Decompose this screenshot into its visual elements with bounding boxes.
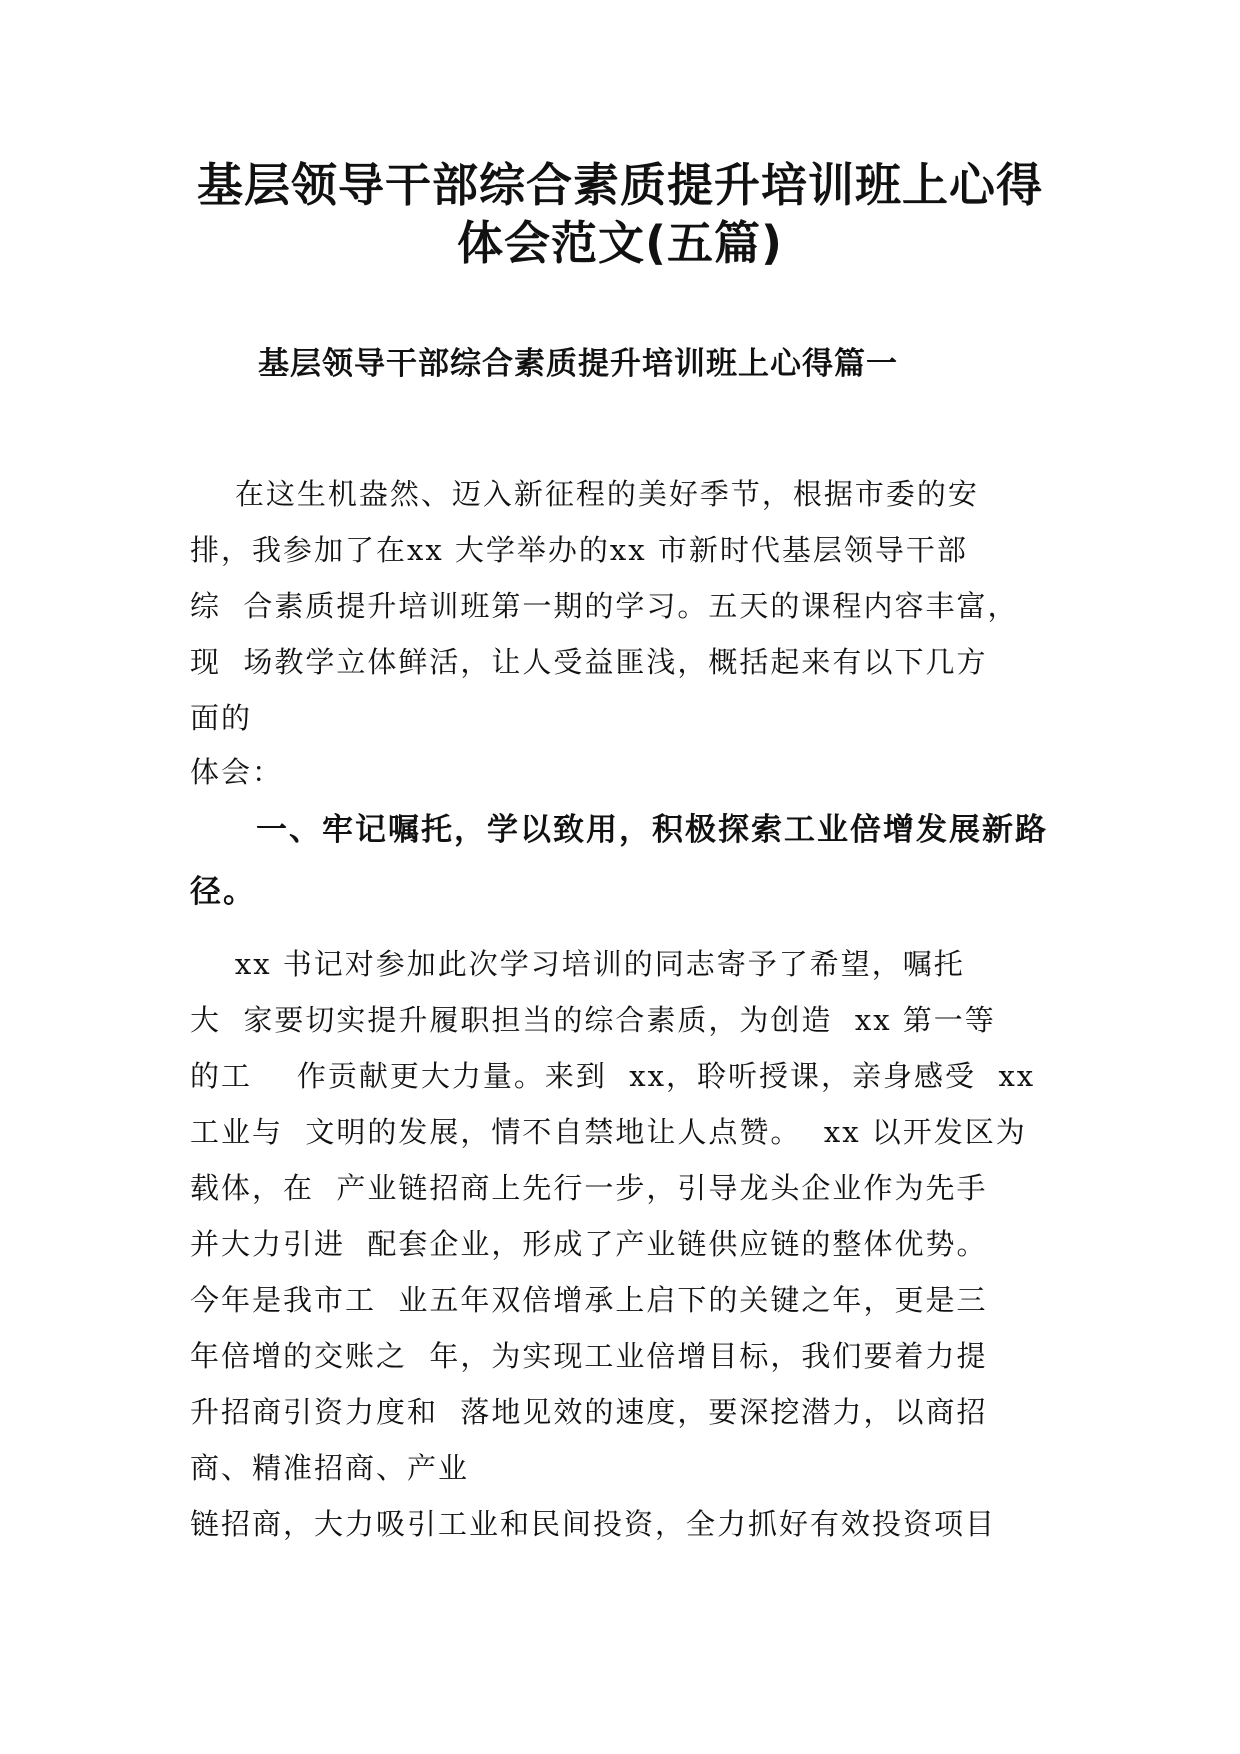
intro-line-6: 体会：: [190, 755, 284, 789]
body-line-11: 链招商，大力吸引工业和民间投资，全力抓好有效投资项目: [190, 1507, 997, 1541]
document-title-line-1: 基层领导干部综合素质提升培训班上心得: [197, 158, 1043, 212]
body-line-3: 的工 作贡献更大力量。来到 xx，聆听授课，亲身感受 xx: [190, 1059, 1036, 1093]
intro-line-4: 现 场教学立体鲜活，让人受益匪浅，概括起来有以下几方: [190, 645, 988, 679]
heading-1-line-1: 一、牢记嘱托，学以致用，积极探索工业倍增发展新路: [256, 812, 1048, 848]
body-line-10: 商、精准招商、产业: [190, 1451, 470, 1485]
intro-line-3: 综 合素质提升培训班第一期的学习。五天的课程内容丰富，: [190, 589, 1019, 623]
intro-line-2: 排，我参加了在xx 大学举办的xx 市新时代基层领导干部: [190, 533, 968, 567]
document-title-line-2: 体会范文(五篇): [456, 216, 784, 270]
body-line-4: 工业与 文明的发展，情不自禁地让人点赞。 xx 以开发区为: [190, 1115, 1027, 1149]
section-title: 基层领导干部综合素质提升培训班上心得篇一: [258, 346, 898, 382]
body-line-8: 年倍增的交账之 年，为实现工业倍增目标，我们要着力提: [190, 1339, 988, 1373]
intro-line-5: 面的: [190, 701, 253, 735]
intro-line-1: 在这生机盎然、迈入新征程的美好季节，根据市委的安: [190, 477, 979, 511]
body-line-9: 升招商引资力度和 落地见效的速度，要深挖潜力，以商招: [190, 1395, 988, 1429]
body-line-7: 今年是我市工 业五年双倍增承上启下的关键之年，更是三: [190, 1283, 988, 1317]
body-line-6: 并大力引进 配套企业，形成了产业链供应链的整体优势。: [190, 1227, 988, 1261]
body-line-1: xx 书记对参加此次学习培训的同志寄予了希望，嘱托: [190, 947, 965, 981]
body-line-5: 载体，在 产业链招商上先行一步，引导龙头企业作为先手: [190, 1171, 988, 1205]
body-line-2: 大 家要切实提升履职担当的综合素质，为创造 xx 第一等: [190, 1003, 996, 1037]
heading-1-line-2: 径。: [190, 874, 256, 910]
